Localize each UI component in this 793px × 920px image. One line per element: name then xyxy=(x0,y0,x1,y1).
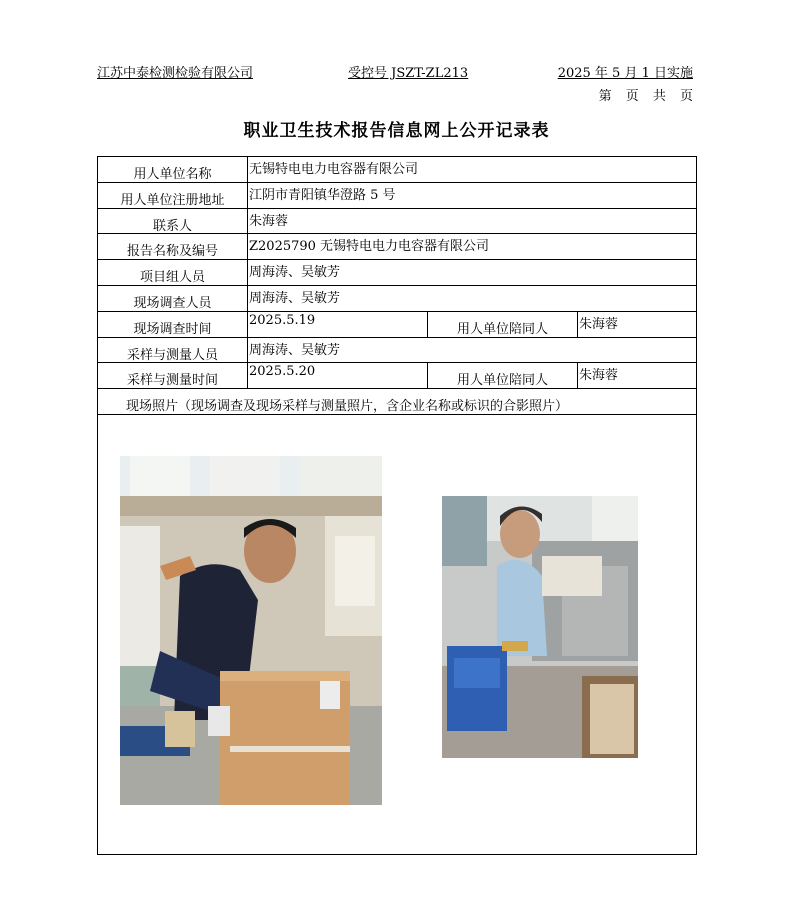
document-title: 职业卫生技术报告信息网上公开记录表 xyxy=(243,121,550,141)
value-project-members: 周海涛、吴敏芳 xyxy=(249,265,341,280)
label-employer-address: 用人单位注册地址 xyxy=(98,183,248,208)
row-sampling-staff xyxy=(98,338,696,363)
site-photo-investigation xyxy=(442,496,638,758)
value-sampling-time: 2025.5.20 xyxy=(248,363,428,388)
row-project-members xyxy=(98,260,696,286)
label-project-members: 项目组人员 xyxy=(98,260,248,285)
row-employer-address xyxy=(98,183,696,209)
row-employer-name xyxy=(98,157,696,183)
site-photo-sampling xyxy=(120,456,382,805)
label-sampling-time: 采样与测量时间 xyxy=(98,363,248,388)
page-counter: 第 页 共 页 xyxy=(598,89,693,104)
value-site-investigators: 周海涛、吴敏芳 xyxy=(249,291,341,306)
label-sampling-staff: 采样与测量人员 xyxy=(98,338,248,362)
value-contact: 朱海蓉 xyxy=(249,214,289,229)
control-number: 受控号 JSZT-ZL213 xyxy=(348,66,469,81)
label-accompanying-person-2: 用人单位陪同人 xyxy=(428,363,578,388)
effective-date: 2025 年 5 月 1 日实施 xyxy=(557,66,693,81)
value-report-name: Z2025790 无锡特电电力电容器有限公司 xyxy=(249,239,490,254)
value-sampling-staff: 周海涛、吴敏芳 xyxy=(249,343,341,358)
value-employer-address: 江阴市青阳镇华澄路 5 号 xyxy=(249,188,396,203)
label-accompanying-person-1: 用人单位陪同人 xyxy=(428,312,578,337)
label-contact: 联系人 xyxy=(98,209,248,233)
label-site-investigators: 现场调查人员 xyxy=(98,286,248,311)
value-employer-name: 无锡特电电力电容器有限公司 xyxy=(249,162,419,177)
company-name: 江苏中泰检测检验有限公司 xyxy=(97,66,254,81)
row-report-name xyxy=(98,234,696,260)
label-report-name: 报告名称及编号 xyxy=(98,234,248,259)
value-accompanying-person-1: 朱海蓉 xyxy=(579,317,619,332)
photos-header: 现场照片（现场调查及现场采样与测量照片，含企业名称或标识的合影照片） xyxy=(98,389,696,415)
row-sampling-time xyxy=(98,363,696,389)
value-accompanying-person-2: 朱海蓉 xyxy=(579,368,619,383)
row-contact xyxy=(98,209,696,234)
row-site-investigation-time xyxy=(98,312,696,338)
row-site-investigators xyxy=(98,286,696,312)
value-site-investigation-time: 2025.5.19 xyxy=(248,312,428,337)
label-employer-name: 用人单位名称 xyxy=(98,157,248,182)
label-site-investigation-time: 现场调查时间 xyxy=(98,312,248,337)
